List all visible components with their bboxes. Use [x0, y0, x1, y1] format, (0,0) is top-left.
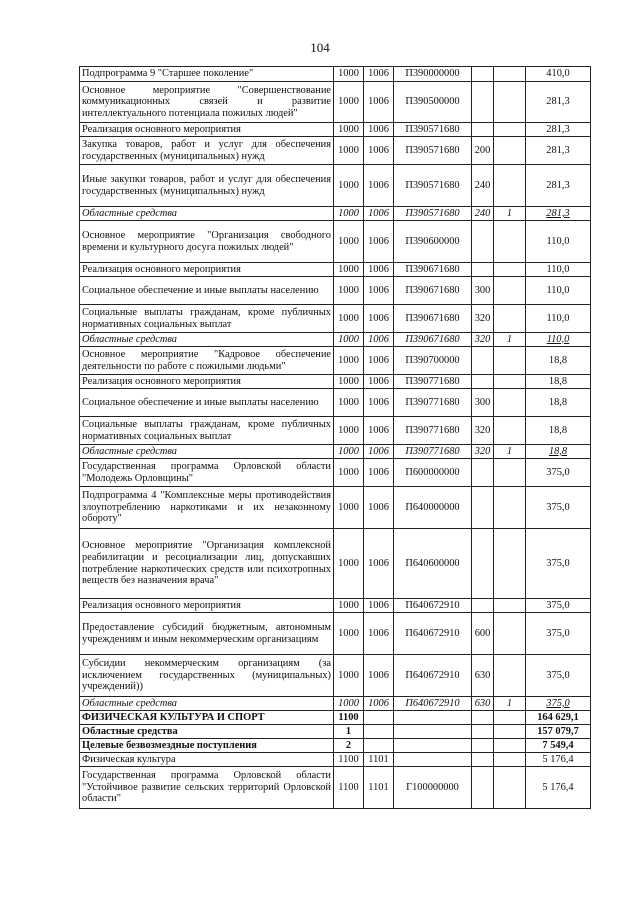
- cell-amount: 157 079,7: [526, 725, 591, 739]
- cell-source: [494, 263, 526, 277]
- cell-name: Подпрограмма 9 "Старшее поколение": [80, 67, 334, 82]
- cell-amount: 375,0: [526, 529, 591, 599]
- table-row: [80, 123, 591, 137]
- cell-name: Областные средства: [80, 207, 334, 221]
- cell-name: Реализация основного мероприятия: [80, 599, 334, 613]
- cell-subsection: 1006: [364, 697, 394, 711]
- cell-amount: 110,0: [526, 277, 591, 305]
- cell-subsection: 1006: [364, 137, 394, 165]
- cell-target-article: П640672910: [394, 613, 472, 655]
- cell-name: Реализация основного мероприятия: [80, 263, 334, 277]
- cell-expense-type: [472, 221, 494, 263]
- cell-name: Физическая культура: [80, 753, 334, 767]
- cell-source: [494, 655, 526, 697]
- cell-amount: 375,0: [526, 487, 591, 529]
- cell-amount: 110,0: [526, 305, 591, 333]
- cell-source: [494, 389, 526, 417]
- cell-subsection: 1006: [364, 277, 394, 305]
- cell-target-article: П640672910: [394, 655, 472, 697]
- cell-section: 1000: [334, 459, 364, 487]
- cell-expense-type: [472, 67, 494, 82]
- cell-expense-type: [472, 711, 494, 725]
- cell-source: [494, 305, 526, 333]
- cell-amount: 110,0: [526, 263, 591, 277]
- cell-expense-type: 200: [472, 137, 494, 165]
- table-row: [80, 711, 591, 725]
- table-row: [80, 445, 591, 459]
- cell-target-article: П390571680: [394, 207, 472, 221]
- cell-target-article: П390771680: [394, 445, 472, 459]
- cell-name: Социальные выплаты гражданам, кроме публичных нормативных социальных выплат: [80, 417, 334, 445]
- cell-amount: 18,8: [526, 347, 591, 375]
- table-row: [80, 137, 591, 165]
- cell-amount: 18,8: [526, 445, 591, 459]
- cell-amount: 281,3: [526, 207, 591, 221]
- cell-target-article: [394, 753, 472, 767]
- table-row: [80, 599, 591, 613]
- cell-subsection: [364, 711, 394, 725]
- cell-subsection: 1006: [364, 207, 394, 221]
- cell-name: Закупка товаров, работ и услуг для обеспечения государственных (муниципальных) нужд: [80, 137, 334, 165]
- cell-amount: 5 176,4: [526, 767, 591, 809]
- cell-section: 2: [334, 739, 364, 753]
- table-row: [80, 347, 591, 375]
- cell-amount: 375,0: [526, 655, 591, 697]
- cell-target-article: П390671680: [394, 305, 472, 333]
- cell-expense-type: [472, 725, 494, 739]
- cell-target-article: П390571680: [394, 137, 472, 165]
- cell-target-article: П600000000: [394, 459, 472, 487]
- cell-section: 1000: [334, 417, 364, 445]
- cell-name: Предоставление субсидий бюджетным, автономным учреждениям и иным некоммерческим организациям: [80, 613, 334, 655]
- cell-amount: 375,0: [526, 613, 591, 655]
- cell-expense-type: 630: [472, 655, 494, 697]
- cell-section: 1000: [334, 207, 364, 221]
- cell-source: 1: [494, 333, 526, 347]
- cell-source: [494, 487, 526, 529]
- cell-subsection: 1006: [364, 375, 394, 389]
- cell-subsection: 1101: [364, 753, 394, 767]
- cell-name: Социальные выплаты гражданам, кроме публичных нормативных социальных выплат: [80, 305, 334, 333]
- cell-source: [494, 753, 526, 767]
- cell-section: 1000: [334, 655, 364, 697]
- table-row: [80, 263, 591, 277]
- cell-expense-type: 240: [472, 207, 494, 221]
- cell-target-article: П390671680: [394, 333, 472, 347]
- cell-amount: 410,0: [526, 67, 591, 82]
- cell-expense-type: [472, 347, 494, 375]
- cell-subsection: 1006: [364, 123, 394, 137]
- cell-name: Подпрограмма 4 "Комплексные меры противодействия злоупотреблению наркотиками и их незаконному обороту": [80, 487, 334, 529]
- cell-target-article: П640672910: [394, 697, 472, 711]
- table-row: [80, 529, 591, 599]
- cell-section: 1000: [334, 375, 364, 389]
- table-row: [80, 725, 591, 739]
- cell-subsection: 1006: [364, 459, 394, 487]
- cell-name: Социальное обеспечение и иные выплаты населению: [80, 277, 334, 305]
- cell-source: [494, 417, 526, 445]
- cell-source: [494, 375, 526, 389]
- table-row: [80, 753, 591, 767]
- cell-section: 1100: [334, 767, 364, 809]
- budget-table: [79, 66, 591, 809]
- cell-name: Реализация основного мероприятия: [80, 375, 334, 389]
- cell-source: [494, 459, 526, 487]
- cell-section: 1000: [334, 82, 364, 123]
- cell-source: 1: [494, 697, 526, 711]
- cell-amount: 375,0: [526, 697, 591, 711]
- cell-subsection: 1006: [364, 347, 394, 375]
- cell-source: [494, 739, 526, 753]
- cell-name: Основное мероприятие "Организация свободного времени и культурного досуга пожилых людей": [80, 221, 334, 263]
- cell-subsection: 1006: [364, 305, 394, 333]
- cell-section: 1000: [334, 347, 364, 375]
- cell-name: Основное мероприятие "Совершенствование коммуникационных связей и развитие интеллектуального потенциала пожилых людей": [80, 82, 334, 123]
- cell-source: [494, 221, 526, 263]
- page-number: 104: [310, 40, 330, 55]
- table-row: [80, 277, 591, 305]
- cell-amount: 281,3: [526, 82, 591, 123]
- cell-expense-type: [472, 599, 494, 613]
- cell-expense-type: [472, 487, 494, 529]
- cell-target-article: П390600000: [394, 221, 472, 263]
- table-row: [80, 82, 591, 123]
- cell-section: 1000: [334, 697, 364, 711]
- cell-subsection: 1006: [364, 165, 394, 207]
- cell-section: 1000: [334, 263, 364, 277]
- cell-expense-type: 300: [472, 389, 494, 417]
- cell-target-article: П390700000: [394, 347, 472, 375]
- cell-target-article: П390771680: [394, 389, 472, 417]
- cell-expense-type: [472, 753, 494, 767]
- cell-source: 1: [494, 445, 526, 459]
- cell-section: 1000: [334, 165, 364, 207]
- table-row: [80, 375, 591, 389]
- cell-target-article: П390771680: [394, 375, 472, 389]
- cell-amount: 110,0: [526, 221, 591, 263]
- cell-section: 1000: [334, 333, 364, 347]
- cell-target-article: П640672910: [394, 599, 472, 613]
- table-row: [80, 389, 591, 417]
- cell-target-article: [394, 711, 472, 725]
- cell-name: Социальное обеспечение и иные выплаты населению: [80, 389, 334, 417]
- cell-amount: 281,3: [526, 123, 591, 137]
- cell-subsection: [364, 725, 394, 739]
- cell-expense-type: 320: [472, 445, 494, 459]
- cell-amount: 375,0: [526, 599, 591, 613]
- cell-subsection: 1006: [364, 529, 394, 599]
- cell-subsection: 1006: [364, 417, 394, 445]
- cell-subsection: 1006: [364, 389, 394, 417]
- cell-source: [494, 725, 526, 739]
- cell-subsection: 1006: [364, 221, 394, 263]
- cell-expense-type: [472, 739, 494, 753]
- cell-expense-type: [472, 375, 494, 389]
- cell-amount: 375,0: [526, 459, 591, 487]
- cell-section: 1000: [334, 487, 364, 529]
- cell-section: 1100: [334, 753, 364, 767]
- cell-target-article: П390671680: [394, 277, 472, 305]
- cell-source: 1: [494, 207, 526, 221]
- cell-section: 1000: [334, 137, 364, 165]
- cell-expense-type: 630: [472, 697, 494, 711]
- table-row: [80, 333, 591, 347]
- cell-source: [494, 277, 526, 305]
- table-row: [80, 655, 591, 697]
- cell-name: Государственная программа Орловской области "Устойчивое развитие сельских территорий Орловской области": [80, 767, 334, 809]
- cell-target-article: П390571680: [394, 123, 472, 137]
- cell-subsection: 1006: [364, 613, 394, 655]
- cell-subsection: 1006: [364, 599, 394, 613]
- cell-source: [494, 123, 526, 137]
- cell-name: Областные средства: [80, 445, 334, 459]
- cell-target-article: [394, 725, 472, 739]
- cell-subsection: 1006: [364, 82, 394, 123]
- cell-name: Областные средства: [80, 333, 334, 347]
- cell-source: [494, 67, 526, 82]
- cell-target-article: П390500000: [394, 82, 472, 123]
- table-row: [80, 67, 591, 82]
- cell-source: [494, 767, 526, 809]
- table-row: [80, 697, 591, 711]
- cell-name: Областные средства: [80, 725, 334, 739]
- cell-source: [494, 137, 526, 165]
- table-row: [80, 221, 591, 263]
- table-row: [80, 459, 591, 487]
- cell-subsection: 1006: [364, 445, 394, 459]
- cell-section: 1000: [334, 221, 364, 263]
- cell-expense-type: [472, 263, 494, 277]
- cell-section: 1000: [334, 599, 364, 613]
- cell-source: [494, 82, 526, 123]
- cell-source: [494, 599, 526, 613]
- cell-amount: 281,3: [526, 137, 591, 165]
- cell-name: Областные средства: [80, 697, 334, 711]
- cell-target-article: П390000000: [394, 67, 472, 82]
- cell-target-article: П390771680: [394, 417, 472, 445]
- cell-name: Субсидии некоммерческим организациям (за исключением государственных (муниципальных) учреждений)): [80, 655, 334, 697]
- cell-expense-type: [472, 123, 494, 137]
- cell-amount: 18,8: [526, 417, 591, 445]
- cell-target-article: [394, 739, 472, 753]
- table-row: [80, 165, 591, 207]
- cell-name: Государственная программа Орловской области "Молодежь Орловщины": [80, 459, 334, 487]
- cell-amount: 18,8: [526, 375, 591, 389]
- table-row: [80, 613, 591, 655]
- cell-expense-type: [472, 459, 494, 487]
- cell-expense-type: [472, 82, 494, 123]
- cell-section: 1100: [334, 711, 364, 725]
- cell-expense-type: 320: [472, 417, 494, 445]
- cell-name: ФИЗИЧЕСКАЯ КУЛЬТУРА И СПОРТ: [80, 711, 334, 725]
- cell-amount: 5 176,4: [526, 753, 591, 767]
- cell-section: 1000: [334, 613, 364, 655]
- cell-amount: 7 549,4: [526, 739, 591, 753]
- cell-section: 1000: [334, 445, 364, 459]
- cell-section: 1000: [334, 529, 364, 599]
- cell-amount: 18,8: [526, 389, 591, 417]
- cell-name: Реализация основного мероприятия: [80, 123, 334, 137]
- cell-section: 1000: [334, 123, 364, 137]
- table-row: [80, 417, 591, 445]
- cell-name: Основное мероприятие "Организация комплексной реабилитации и ресоциализации лиц, допускавших потребление наркотических средств или психотропных веществ без назначения врача": [80, 529, 334, 599]
- cell-source: [494, 529, 526, 599]
- cell-amount: 164 629,1: [526, 711, 591, 725]
- table-row: [80, 767, 591, 809]
- table-row: [80, 207, 591, 221]
- cell-section: 1000: [334, 277, 364, 305]
- cell-subsection: 1006: [364, 655, 394, 697]
- table-row: [80, 305, 591, 333]
- cell-section: 1000: [334, 305, 364, 333]
- cell-expense-type: 300: [472, 277, 494, 305]
- cell-source: [494, 711, 526, 725]
- cell-target-article: П390571680: [394, 165, 472, 207]
- cell-expense-type: 320: [472, 333, 494, 347]
- cell-target-article: П390671680: [394, 263, 472, 277]
- cell-target-article: П640000000: [394, 487, 472, 529]
- cell-section: 1000: [334, 67, 364, 82]
- cell-target-article: Г100000000: [394, 767, 472, 809]
- cell-amount: 110,0: [526, 333, 591, 347]
- cell-expense-type: [472, 767, 494, 809]
- cell-source: [494, 613, 526, 655]
- cell-name: Целевые безвозмездные поступления: [80, 739, 334, 753]
- cell-source: [494, 165, 526, 207]
- cell-name: Иные закупки товаров, работ и услуг для обеспечения государственных (муниципальных) нужд: [80, 165, 334, 207]
- cell-expense-type: 240: [472, 165, 494, 207]
- cell-amount: 281,3: [526, 165, 591, 207]
- cell-target-article: П640600000: [394, 529, 472, 599]
- cell-subsection: 1006: [364, 263, 394, 277]
- table-row: [80, 739, 591, 753]
- cell-source: [494, 347, 526, 375]
- cell-subsection: 1006: [364, 333, 394, 347]
- cell-subsection: 1006: [364, 67, 394, 82]
- cell-subsection: [364, 739, 394, 753]
- cell-expense-type: 600: [472, 613, 494, 655]
- cell-section: 1000: [334, 389, 364, 417]
- cell-subsection: 1101: [364, 767, 394, 809]
- cell-section: 1: [334, 725, 364, 739]
- cell-expense-type: 320: [472, 305, 494, 333]
- cell-name: Основное мероприятие "Кадровое обеспечение деятельности по работе с пожилыми людьми": [80, 347, 334, 375]
- cell-expense-type: [472, 529, 494, 599]
- table-row: [80, 487, 591, 529]
- cell-subsection: 1006: [364, 487, 394, 529]
